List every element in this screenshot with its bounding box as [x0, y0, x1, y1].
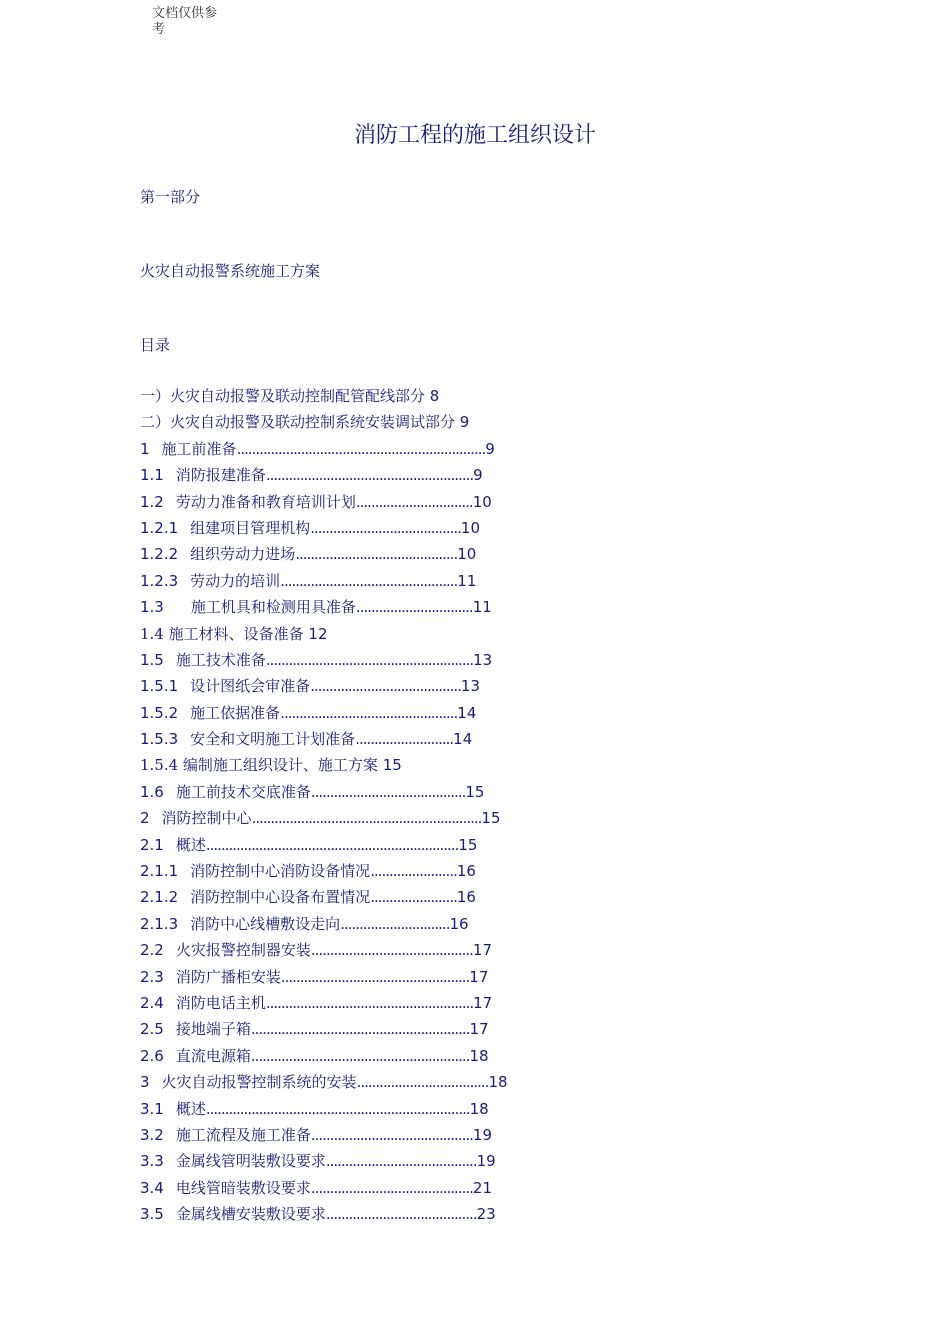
toc-entry[interactable] — [140, 1096, 840, 1122]
toc-entry-leader: ........................................ — [325, 1152, 477, 1171]
toc-entry-page: 23 — [476, 1205, 496, 1224]
toc-entry-leader: ...................................................................... — [205, 1099, 470, 1118]
toc-entry-leader: ............................... — [355, 598, 473, 617]
toc-entry-number: 1.2.1 — [140, 518, 179, 537]
toc-entry-leader: .......................................................... — [250, 1020, 470, 1039]
toc-entry-number: 2.1.2 — [140, 888, 179, 907]
toc-entry-number: 3.4 — [140, 1178, 164, 1197]
toc-entry-title: 电线管暗装敷设要求 — [175, 1178, 311, 1197]
toc-entry-page: 21 — [472, 1178, 492, 1197]
toc-entry-number: 2.6 — [140, 1046, 164, 1065]
toc-entry[interactable] — [140, 621, 840, 647]
toc-entry-leader: ........................................ — [325, 1205, 477, 1224]
toc-entry-number: 1 — [140, 439, 150, 458]
toc-entry-leader: ........................................ — [310, 677, 461, 696]
toc-entry-title: 施工前准备 — [161, 439, 237, 458]
toc-entry-title: 劳动力的培训 — [190, 571, 281, 590]
toc-entry-title: 施工依据准备 — [190, 703, 281, 722]
toc-entry-number: 2.1 — [140, 835, 164, 854]
toc-entry-number: 1.5.3 — [140, 730, 179, 749]
toc-entry-page: 16 — [456, 862, 476, 881]
toc-entry-leader: ....................................................... — [265, 993, 474, 1012]
toc-entry-page: 17 — [472, 941, 492, 960]
toc-entry[interactable] — [140, 937, 840, 963]
toc-entry[interactable] — [140, 858, 840, 884]
toc-entry-page: 13 — [460, 677, 481, 696]
toc-entry[interactable] — [140, 383, 840, 409]
toc-entry-leader: .................................................................. — [236, 439, 486, 458]
toc-entry[interactable] — [140, 568, 840, 594]
toc-entry-page: 10 — [457, 545, 477, 564]
toc-entry-page: 16 — [456, 888, 476, 907]
toc-entry-title: 消防控制中心设备布置情况 — [190, 888, 371, 907]
toc-entry-leader: ....................... — [370, 862, 457, 881]
toc-entry-page: 14 — [457, 703, 477, 722]
toc-entry-number: 1.5.2 — [140, 703, 179, 722]
toc-entry-number: 2.1.3 — [140, 914, 179, 933]
toc-entry-page: 15 — [458, 835, 478, 854]
toc-entry-title: 直流电源箱 — [175, 1046, 251, 1065]
toc-entry-leader: ............................. — [340, 914, 450, 933]
toc-entry-leader: ................................... — [356, 1073, 489, 1092]
toc-entry-number: 1.2 — [140, 492, 164, 511]
toc-entry-page: 17 — [473, 993, 493, 1012]
toc-entry-page: 10 — [460, 518, 481, 537]
toc-entry-leader: ........................................ — [310, 518, 461, 537]
toc-entry[interactable] — [140, 779, 840, 805]
toc-entry-title: 二）火灾自动报警及联动控制系统安装调试部分 — [140, 413, 456, 432]
toc-entry-leader: ............................... — [355, 492, 473, 511]
toc-entry[interactable] — [140, 673, 840, 699]
toc-entry[interactable] — [140, 647, 840, 673]
toc-entry-page: 18 — [469, 1099, 489, 1118]
toc-entry-number: 3.3 — [140, 1152, 164, 1171]
toc-entry-page: 15 — [382, 756, 402, 775]
toc-entry-page: 12 — [308, 624, 328, 643]
toc-entry[interactable] — [140, 1122, 840, 1148]
toc-entry[interactable] — [140, 462, 840, 488]
toc-entry-page: 8 — [429, 387, 440, 405]
toc-entry-page: 9 — [485, 439, 495, 458]
toc-entry-title: 消防电话主机 — [175, 993, 266, 1012]
toc-entry[interactable] — [140, 1175, 840, 1201]
header-note: 文档仅供参考 — [152, 6, 218, 37]
toc-entry-number: 1.5 — [140, 650, 164, 669]
toc-entry[interactable] — [140, 1016, 840, 1042]
toc-entry-page: 10 — [472, 492, 492, 511]
toc-entry-title: 劳动力准备和教育培训计划 — [175, 492, 356, 511]
part-label: 第一部分 — [140, 188, 201, 206]
toc-entry-title: 1.4 施工材料、设备准备 — [140, 624, 304, 643]
toc-entry-number: 2 — [140, 809, 150, 828]
toc-entry-title: 组建项目管理机构 — [190, 518, 311, 537]
toc-entry-title: 消防报建准备 — [175, 466, 266, 485]
toc-entry-title: 设计图纸会审准备 — [190, 677, 311, 696]
toc-entry-leader: ........................................... — [310, 1178, 473, 1197]
toc-entry-page: 17 — [469, 1020, 489, 1039]
toc-entry-title: 火灾报警控制器安装 — [175, 941, 311, 960]
toc-entry-number: 2.3 — [140, 967, 164, 986]
toc-entry[interactable] — [140, 1069, 840, 1095]
toc-entry[interactable] — [140, 700, 840, 726]
toc-entry-title: 金属线槽安装敷设要求 — [175, 1205, 326, 1224]
toc-entry-leader: .................................................. — [280, 967, 470, 986]
toc-entry[interactable] — [140, 1043, 840, 1069]
toc-entry-leader: ....................................................... — [265, 466, 474, 485]
toc-entry-leader: ....................... — [370, 888, 457, 907]
toc-entry-page: 18 — [469, 1046, 489, 1065]
toc-entry-page: 16 — [449, 914, 469, 933]
toc-entry-number: 3.5 — [140, 1205, 164, 1224]
toc-entry-title: 施工技术准备 — [175, 650, 266, 669]
toc-entry-leader: ........................................... — [295, 545, 458, 564]
toc-entry-page: 9 — [473, 466, 483, 485]
toc-entry-title: 一）火灾自动报警及联动控制配管配线部分 — [140, 387, 426, 405]
toc-entry-page: 9 — [459, 413, 470, 432]
toc-entry-title: 消防控制中心 — [161, 809, 252, 828]
toc-entry-leader: ............................................... — [280, 703, 458, 722]
toc-entry[interactable] — [140, 990, 840, 1016]
toc-entry-number: 2.2 — [140, 941, 164, 960]
toc-entry[interactable] — [140, 436, 840, 462]
toc-entry[interactable] — [140, 726, 840, 752]
toc-entry-page: 15 — [465, 782, 485, 801]
toc-entry-title: 施工机具和检测用具准备 — [175, 598, 356, 617]
toc-entry-number: 1.5.1 — [140, 677, 179, 696]
toc-entry-number: 3.2 — [140, 1125, 164, 1144]
toc-entry[interactable] — [140, 752, 840, 778]
toc-entry-number: 1.3 — [140, 598, 164, 617]
toc-entry-number: 3 — [140, 1073, 150, 1092]
toc-entry-leader: ........................................... — [310, 1125, 473, 1144]
toc-entry-number: 1.2.3 — [140, 571, 179, 590]
toc-entry-page: 17 — [469, 967, 489, 986]
toc-entry-title: 概述 — [175, 835, 206, 854]
toc-entry-title: 施工前技术交底准备 — [175, 782, 311, 801]
toc-entry-page: 15 — [481, 809, 501, 828]
toc-entry[interactable] — [140, 541, 840, 567]
toc-entry-page: 14 — [453, 730, 473, 749]
toc-entry-title: 金属线管明装敷设要求 — [175, 1152, 326, 1171]
toc-entry-leader: .......................... — [355, 730, 454, 749]
toc-entry-number: 2.1.1 — [140, 862, 179, 881]
toc-entry-page: 19 — [476, 1152, 496, 1171]
toc-entry-title: 火灾自动报警控制系统的安装 — [161, 1073, 357, 1092]
toc-entry-title: 施工流程及施工准备 — [175, 1125, 311, 1144]
toc-entry-page: 11 — [472, 598, 492, 617]
page-title: 消防工程的施工组织设计 — [353, 123, 596, 148]
toc-entry-leader: ............................................... — [280, 571, 458, 590]
toc-entry-number: 1.6 — [140, 782, 164, 801]
toc-entry-leader: ......................................... — [310, 782, 466, 801]
toc-entry-leader: ............................................................. — [251, 809, 482, 828]
toc-entry[interactable] — [140, 594, 840, 620]
table-of-contents — [140, 383, 840, 1228]
toc-entry-number: 1.2.2 — [140, 545, 179, 564]
toc-heading: 目录 — [140, 336, 171, 354]
toc-entry[interactable] — [140, 489, 840, 515]
toc-entry-title: 接地端子箱 — [175, 1020, 251, 1039]
scheme-title: 火灾自动报警系统施工方案 — [140, 262, 321, 280]
toc-entry[interactable] — [140, 409, 840, 435]
toc-entry-leader: ....................................................... — [265, 650, 474, 669]
toc-entry-title: 安全和文明施工计划准备 — [190, 730, 356, 749]
toc-entry[interactable] — [140, 515, 840, 541]
toc-entry[interactable] — [140, 884, 840, 910]
toc-entry-page: 19 — [472, 1125, 492, 1144]
toc-entry-title: 组织劳动力进场 — [190, 545, 296, 564]
toc-entry-leader: ........................................... — [310, 941, 473, 960]
toc-entry-page: 13 — [473, 650, 493, 669]
toc-entry-number: 1.1 — [140, 466, 164, 485]
toc-entry-number: 2.5 — [140, 1020, 164, 1039]
toc-entry-title: 消防控制中心消防设备情况 — [190, 862, 371, 881]
toc-entry-number: 3.1 — [140, 1099, 164, 1118]
toc-entry-page: 11 — [457, 571, 477, 590]
toc-entry-title: 概述 — [175, 1099, 206, 1118]
toc-entry-title: 消防广播柜安装 — [175, 967, 281, 986]
toc-entry-page: 18 — [488, 1073, 508, 1092]
toc-entry[interactable] — [140, 805, 840, 831]
toc-entry-title: 1.5.4 编制施工组织设计、施工方案 — [140, 756, 378, 775]
toc-entry[interactable] — [140, 832, 840, 858]
toc-entry-leader: .......................................................... — [250, 1046, 470, 1065]
toc-entry[interactable] — [140, 964, 840, 990]
toc-entry[interactable] — [140, 1201, 840, 1227]
toc-entry-title: 消防中心线槽敷设走向 — [190, 914, 341, 933]
toc-entry[interactable] — [140, 911, 840, 937]
toc-entry-number: 2.4 — [140, 993, 164, 1012]
toc-entry[interactable] — [140, 1148, 840, 1174]
toc-entry-leader: ................................................................... — [205, 835, 459, 854]
